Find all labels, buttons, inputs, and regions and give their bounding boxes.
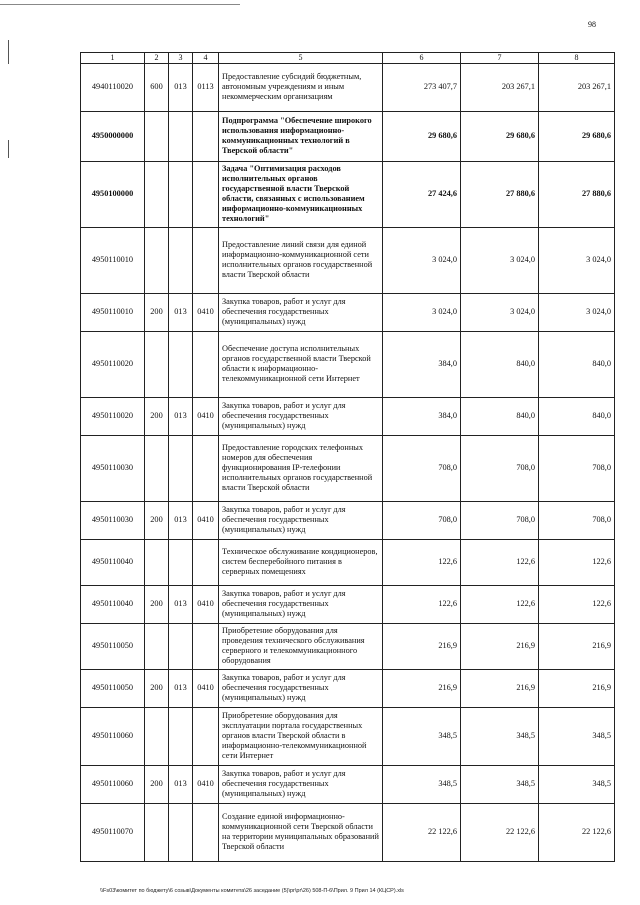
row-section-code bbox=[193, 227, 219, 293]
row-code: 4950110040 bbox=[81, 539, 145, 585]
column-header: 8 bbox=[539, 53, 615, 64]
row-code: 4950110020 bbox=[81, 397, 145, 435]
row-section-code: 0410 bbox=[193, 501, 219, 539]
row-type-code: 200 bbox=[145, 585, 169, 623]
row-section-code: 0410 bbox=[193, 293, 219, 331]
table-row bbox=[81, 227, 615, 293]
row-code: 4950110060 bbox=[81, 765, 145, 803]
table-row bbox=[81, 803, 615, 861]
row-value-8: 29 680,6 bbox=[539, 111, 615, 161]
row-section-code bbox=[193, 331, 219, 397]
column-header: 6 bbox=[383, 53, 461, 64]
row-department-code: 013 bbox=[169, 669, 193, 707]
row-type-code bbox=[145, 331, 169, 397]
row-department-code bbox=[169, 803, 193, 861]
row-department-code bbox=[169, 623, 193, 669]
row-value-6: 216,9 bbox=[383, 623, 461, 669]
row-section-code: 0410 bbox=[193, 585, 219, 623]
row-value-6: 348,5 bbox=[383, 765, 461, 803]
row-section-code: 0410 bbox=[193, 397, 219, 435]
row-value-8: 348,5 bbox=[539, 707, 615, 765]
row-department-code: 013 bbox=[169, 397, 193, 435]
row-code: 4950110010 bbox=[81, 227, 145, 293]
row-name: Предоставление субсидий бюджетным, автономным учреждениям и иным некоммерческим организациям bbox=[219, 63, 383, 111]
row-value-8: 840,0 bbox=[539, 331, 615, 397]
row-department-code bbox=[169, 435, 193, 501]
table-row bbox=[81, 585, 615, 623]
row-code: 4950110010 bbox=[81, 293, 145, 331]
row-value-6: 27 424,6 bbox=[383, 161, 461, 227]
row-type-code: 200 bbox=[145, 293, 169, 331]
row-section-code bbox=[193, 803, 219, 861]
row-value-7: 216,9 bbox=[461, 669, 539, 707]
row-department-code bbox=[169, 227, 193, 293]
column-header: 2 bbox=[145, 53, 169, 64]
table-row bbox=[81, 397, 615, 435]
row-section-code bbox=[193, 539, 219, 585]
row-section-code bbox=[193, 435, 219, 501]
scan-edge-mark bbox=[8, 140, 9, 158]
row-code: 4950110020 bbox=[81, 331, 145, 397]
row-section-code bbox=[193, 623, 219, 669]
row-type-code: 200 bbox=[145, 501, 169, 539]
row-department-code: 013 bbox=[169, 585, 193, 623]
row-value-7: 348,5 bbox=[461, 765, 539, 803]
row-department-code bbox=[169, 111, 193, 161]
row-value-8: 3 024,0 bbox=[539, 227, 615, 293]
row-department-code bbox=[169, 161, 193, 227]
row-value-8: 216,9 bbox=[539, 669, 615, 707]
row-value-8: 122,6 bbox=[539, 539, 615, 585]
column-header: 7 bbox=[461, 53, 539, 64]
row-value-8: 122,6 bbox=[539, 585, 615, 623]
row-name: Предоставление городских телефонных номеров для обеспечения функционирования IP-телефонии исполнительных органов государственной власти Тверской области bbox=[219, 435, 383, 501]
row-code: 4950110030 bbox=[81, 501, 145, 539]
row-code: 4950110070 bbox=[81, 803, 145, 861]
row-type-code bbox=[145, 539, 169, 585]
row-section-code: 0410 bbox=[193, 669, 219, 707]
row-code: 4950110040 bbox=[81, 585, 145, 623]
row-name: Закупка товаров, работ и услуг для обеспечения государственных (муниципальных) нужд bbox=[219, 669, 383, 707]
row-code: 4940110020 bbox=[81, 63, 145, 111]
table-row bbox=[81, 435, 615, 501]
table-row bbox=[81, 669, 615, 707]
row-department-code: 013 bbox=[169, 501, 193, 539]
row-value-7: 203 267,1 bbox=[461, 63, 539, 111]
row-name: Задача "Оптимизация расходов исполнительных органов государственной власти Тверской области, связанных с использованием информационно-коммуникационных технологий" bbox=[219, 161, 383, 227]
row-name: Техническое обслуживание кондиционеров, систем бесперебойного питания в серверных помещениях bbox=[219, 539, 383, 585]
row-value-6: 122,6 bbox=[383, 539, 461, 585]
row-value-6: 273 407,7 bbox=[383, 63, 461, 111]
row-value-8: 27 880,6 bbox=[539, 161, 615, 227]
row-value-7: 708,0 bbox=[461, 435, 539, 501]
row-value-6: 3 024,0 bbox=[383, 227, 461, 293]
column-header: 3 bbox=[169, 53, 193, 64]
scan-edge-mark bbox=[8, 40, 9, 64]
row-value-7: 3 024,0 bbox=[461, 293, 539, 331]
table-row bbox=[81, 331, 615, 397]
row-name: Обеспечение доступа исполнительных органов государственной власти Тверской области к информационно-телекоммуникационной сети Интернет bbox=[219, 331, 383, 397]
row-code: 4950100000 bbox=[81, 161, 145, 227]
row-section-code bbox=[193, 707, 219, 765]
row-type-code bbox=[145, 623, 169, 669]
row-department-code: 013 bbox=[169, 765, 193, 803]
row-type-code bbox=[145, 227, 169, 293]
row-value-7: 122,6 bbox=[461, 539, 539, 585]
row-name: Приобретение оборудования для проведения технического обслуживания серверного и телекоммуникационного оборудования bbox=[219, 623, 383, 669]
table-row bbox=[81, 161, 615, 227]
row-department-code: 013 bbox=[169, 293, 193, 331]
row-value-7: 29 680,6 bbox=[461, 111, 539, 161]
table-row bbox=[81, 111, 615, 161]
row-value-8: 3 024,0 bbox=[539, 293, 615, 331]
row-type-code bbox=[145, 707, 169, 765]
table-row bbox=[81, 293, 615, 331]
row-name: Предоставление линий связи для единой информационно-коммуникационной сети исполнительных органов государственной власти Тверской области bbox=[219, 227, 383, 293]
row-value-8: 348,5 bbox=[539, 765, 615, 803]
row-code: 4950110030 bbox=[81, 435, 145, 501]
row-section-code: 0113 bbox=[193, 63, 219, 111]
row-type-code bbox=[145, 803, 169, 861]
row-value-6: 384,0 bbox=[383, 331, 461, 397]
row-type-code bbox=[145, 161, 169, 227]
table-row bbox=[81, 623, 615, 669]
row-section-code bbox=[193, 161, 219, 227]
row-value-7: 122,6 bbox=[461, 585, 539, 623]
row-value-8: 203 267,1 bbox=[539, 63, 615, 111]
column-header: 5 bbox=[219, 53, 383, 64]
row-name: Закупка товаров, работ и услуг для обеспечения государственных (муниципальных) нужд bbox=[219, 397, 383, 435]
row-department-code bbox=[169, 707, 193, 765]
row-value-8: 840,0 bbox=[539, 397, 615, 435]
table-row bbox=[81, 501, 615, 539]
row-department-code: 013 bbox=[169, 63, 193, 111]
page-number: 98 bbox=[588, 20, 596, 29]
row-code: 4950000000 bbox=[81, 111, 145, 161]
table-header-row bbox=[81, 53, 615, 64]
row-value-7: 840,0 bbox=[461, 331, 539, 397]
row-value-7: 348,5 bbox=[461, 707, 539, 765]
row-value-6: 29 680,6 bbox=[383, 111, 461, 161]
row-name: Создание единой информационно-коммуникационной сети Тверской области на территории муниципальных образований Тверской области bbox=[219, 803, 383, 861]
row-value-6: 708,0 bbox=[383, 435, 461, 501]
row-value-6: 348,5 bbox=[383, 707, 461, 765]
row-department-code bbox=[169, 331, 193, 397]
row-value-7: 27 880,6 bbox=[461, 161, 539, 227]
column-header: 4 bbox=[193, 53, 219, 64]
row-value-7: 3 024,0 bbox=[461, 227, 539, 293]
row-name: Закупка товаров, работ и услуг для обеспечения государственных (муниципальных) нужд bbox=[219, 585, 383, 623]
row-type-code: 600 bbox=[145, 63, 169, 111]
row-name: Приобретение оборудования для эксплуатации портала государственных органов власти Тверской области в информационно-телекоммуникационной сети Интернет bbox=[219, 707, 383, 765]
table-row bbox=[81, 707, 615, 765]
row-section-code: 0410 bbox=[193, 765, 219, 803]
row-value-6: 384,0 bbox=[383, 397, 461, 435]
row-name: Закупка товаров, работ и услуг для обеспечения государственных (муниципальных) нужд bbox=[219, 293, 383, 331]
row-type-code bbox=[145, 435, 169, 501]
row-value-7: 216,9 bbox=[461, 623, 539, 669]
row-value-7: 840,0 bbox=[461, 397, 539, 435]
row-type-code: 200 bbox=[145, 669, 169, 707]
row-value-7: 22 122,6 bbox=[461, 803, 539, 861]
row-value-8: 216,9 bbox=[539, 623, 615, 669]
row-value-6: 708,0 bbox=[383, 501, 461, 539]
row-value-7: 708,0 bbox=[461, 501, 539, 539]
row-name: Закупка товаров, работ и услуг для обеспечения государственных (муниципальных) нужд bbox=[219, 501, 383, 539]
row-code: 4950110050 bbox=[81, 623, 145, 669]
row-code: 4950110060 bbox=[81, 707, 145, 765]
row-type-code: 200 bbox=[145, 397, 169, 435]
column-header: 1 bbox=[81, 53, 145, 64]
row-type-code: 200 bbox=[145, 765, 169, 803]
row-value-8: 708,0 bbox=[539, 501, 615, 539]
row-value-6: 122,6 bbox=[383, 585, 461, 623]
row-department-code bbox=[169, 539, 193, 585]
row-code: 4950110050 bbox=[81, 669, 145, 707]
row-section-code bbox=[193, 111, 219, 161]
row-name: Закупка товаров, работ и услуг для обеспечения государственных (муниципальных) нужд bbox=[219, 765, 383, 803]
footer-file-path: \\Fs03\комитет по бюджету\6 созыв\Документы комитета\26 заседание (5)\pr\pr\26) 508-П-6\Прил. 9 Прил 14 (КЦСР).xls bbox=[100, 888, 404, 894]
row-name: Подпрограмма "Обеспечение широкого использования информационно-коммуникационных технологий в Тверской области" bbox=[219, 111, 383, 161]
row-value-8: 708,0 bbox=[539, 435, 615, 501]
table-row bbox=[81, 539, 615, 585]
row-value-6: 22 122,6 bbox=[383, 803, 461, 861]
row-value-6: 3 024,0 bbox=[383, 293, 461, 331]
row-value-6: 216,9 bbox=[383, 669, 461, 707]
scan-top-line bbox=[0, 4, 240, 5]
budget-table bbox=[80, 52, 615, 862]
table-row bbox=[81, 765, 615, 803]
row-value-8: 22 122,6 bbox=[539, 803, 615, 861]
row-type-code bbox=[145, 111, 169, 161]
table-row bbox=[81, 63, 615, 111]
